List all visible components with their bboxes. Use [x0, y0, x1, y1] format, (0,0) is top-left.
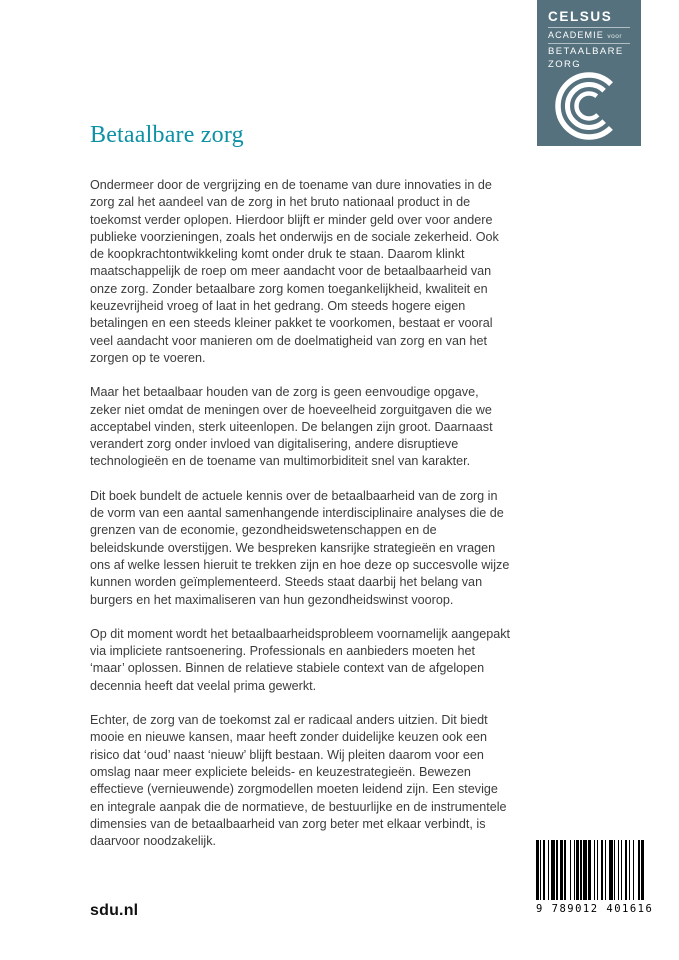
logo-text-celsus: CELSUS	[548, 9, 613, 24]
logo-academie-word: ACADEMIE	[548, 30, 604, 40]
paragraph: Op dit moment wordt het betaalbaarheidsprobleem voornamelijk aangepakt via impliciete rantsoenering. Professionals en aanbieders moeten het ‘maar’ oplossen. Binnen de relatieve stabiele context van de afgelopen decennia heeft dat veelal prima gewerkt.	[90, 626, 511, 693]
body-text	[90, 177, 511, 867]
paragraph: Dit boek bundelt de actuele kennis over de betaalbaarheid van de zorg in de vorm van een aantal samenhangende interdisciplinaire analyses die de grenzen van de economie, gezondheidswetenschappen en de beleidskunde overstijgen. We bespreken kansrijke strategieën en vragen ons af welke lessen hieruit te trekken zijn en hoe deze op succesvolle wijze kunnen worden geïmplementeerd. Steeds staat daarbij het belang van burgers en het maximaliseren van hun gezondheidswinst voorop.	[90, 488, 510, 607]
barcode	[536, 840, 654, 915]
logo-divider	[548, 27, 630, 28]
logo-text-betaalbare: BETAALBARE	[548, 46, 624, 57]
logo-text-zorg: ZORG	[548, 59, 582, 70]
celsus-c-icon	[550, 66, 628, 144]
isbn-number: 9 789012 401616	[536, 903, 654, 915]
page-title: Betaalbare zorg	[90, 122, 244, 148]
paragraph: Ondermeer door de vergrijzing en de toename van dure innovaties in de zorg zal het aandeel van de zorg in het bruto nationaal product in de toekomst verder oplopen. Hierdoor blijft er minder geld over voor andere publieke voorzieningen, zoals het onderwijs en de sociale zekerheid. Ook de koopkrachtontwikkeling komt onder druk te staan. Daarom klinkt maatschappelijk de roep om meer aandacht voor de betaalbaarheid van onze zorg. Zonder betaalbare zorg komen toegankelijkheid, kwaliteit en keuzevrijheid vroeg of laat in het gedrang. Om steeds hogere eigen betalingen en een steeds kleiner pakket te voorkomen, bestaat er vooral veel aandacht voor manieren om de doelmatigheid van zorg en van het zorgen op te voeren.	[90, 178, 499, 365]
barcode-bars	[536, 840, 650, 900]
logo-academie-suffix: voor	[607, 33, 623, 40]
logo-text-academie	[548, 30, 633, 40]
logo-divider	[548, 43, 630, 44]
publisher-url: sdu.nl	[90, 902, 139, 919]
celsus-logo-box	[537, 0, 641, 146]
paragraph: Echter, de zorg van de toekomst zal er radicaal anders uitzien. Dit biedt mooie en nieuwe kansen, maar heeft zonder duidelijke keuzen ook een risico dat ‘oud’ naast ‘nieuw’ blijft bestaan. Wij pleiten daarom voor een omslag naar meer expliciete beleids- en keuzestrategieën. Bewezen effectieve (vernieuwende) zorgmodellen moeten leidend zijn. Een stevige en integrale aanpak die de normatieve, de bestuurlijke en de instrumentele dimensies van de betaalbaarheid van zorg beter met elkaar verbindt, is daarvoor noodzakelijk.	[90, 713, 507, 849]
paragraph: Maar het betaalbaar houden van de zorg is geen eenvoudige opgave, zeker niet omdat de meningen over de hoeveelheid zorguitgaven die we acceptabel vinden, sterk uiteenlopen. De belangen zijn groot. Daarnaast verandert zorg onder invloed van digitalisering, andere disruptieve technologieën en de toename van multimorbiditeit snel van karakter.	[90, 385, 493, 469]
